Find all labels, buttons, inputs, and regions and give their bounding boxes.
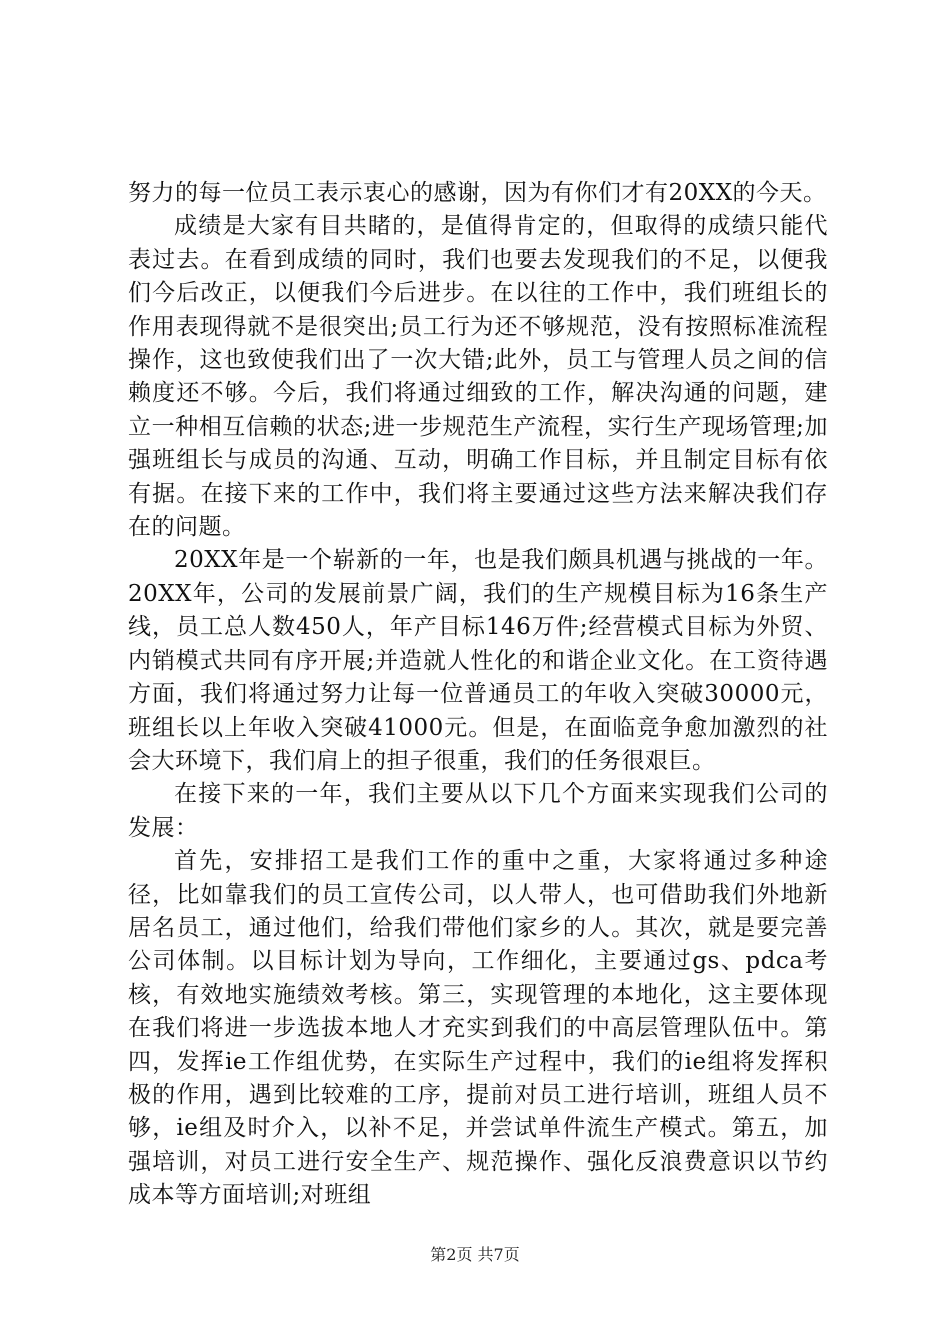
paragraph-achievements: 成绩是大家有目共睹的，是值得肯定的，但取得的成绩只能代表过去。在看到成绩的同时，我们也要去发现我们的不足，以便我们今后改正，以便我们今后进步。在以往的工作中，我们班组长的作用表现得就不是很突出;员工行为还不够规范，没有按照标准流程操作，这也致使我们出了一次大错;此外，员工与管理人员之间的信赖度还不够。今后，我们将通过细致的工作，解决沟通的问题，建立一种相互信赖的状态;进一步规范生产流程，实行生产现场管理;加强班组长与成员的沟通、互动，明确工作目标，并且制定目标有依有据。在接下来的工作中，我们将主要通过这些方法来解决我们存在的问题。	[128, 213, 828, 541]
document-body	[128, 177, 828, 1213]
page-number-footer: 第2页 共7页	[430, 1245, 520, 1264]
paragraph-intro-aspects: 在接下来的一年，我们主要从以下几个方面来实现我们公司的发展：	[128, 781, 828, 841]
paragraph-continuation: 努力的每一位员工表示衷心的感谢，因为有你们才有20XX的今天。	[128, 180, 827, 206]
paragraph-goals: 20XX年是一个崭新的一年，也是我们颇具机遇与挑战的一年。20XX年，公司的发展前景广阔，我们的生产规模目标为16条生产线，员工总人数450人，年产目标146万件;经营模式目标为外贸、内销模式共同有序开展;并造就人性化的和谐企业文化。在工资待遇方面，我们将通过努力让每一位普通员工的年收入突破30000元，班组长以上年收入突破41000元。但是，在面临竞争愈加激烈的社会大环境下，我们肩上的担子很重，我们的任务很艰巨。	[128, 547, 828, 774]
paragraph-measures: 首先，安排招工是我们工作的重中之重，大家将通过多种途径，比如靠我们的员工宣传公司，以人带人，也可借助我们外地新居名员工，通过他们，给我们带他们家乡的人。其次，就是要完善公司体制。以目标计划为导向，工作细化，主要通过gs、pdca考核，有效地实施绩效考核。第三，实现管理的本地化，这主要体现在我们将进一步选拔本地人才充实到我们的中高层管理队伍中。第四，发挥ie工作组优势，在实际生产过程中，我们的ie组将发挥积极的作用，遇到比较难的工序，提前对员工进行培训，班组人员不够，ie组及时介入，以补不足，并尝试单件流生产模式。第五，加强培训，对员工进行安全生产、规范操作、强化反浪费意识以节约成本等方面培训;对班组	[128, 848, 828, 1209]
